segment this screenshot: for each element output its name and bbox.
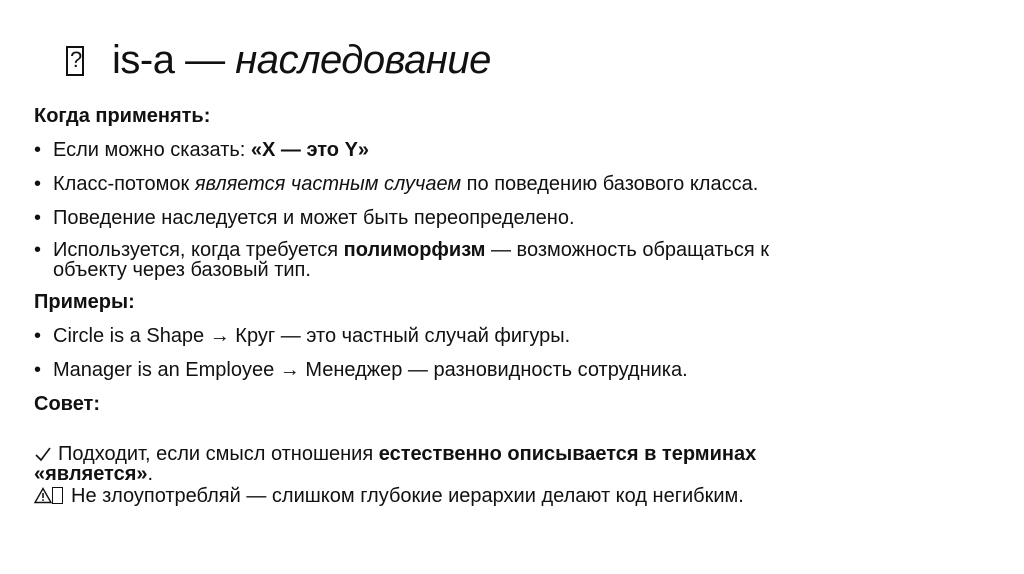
list-item: • Manager is an Employee → Менеджер — разновидность сотрудника. (34, 359, 688, 381)
tip-suitable: Подходит, если смысл отношения естественно описывается в терминах «является». (34, 443, 757, 485)
section-heading-when: Когда применять: (34, 105, 211, 127)
title-emphasis: наследование (235, 38, 491, 82)
missing-glyph-icon (52, 487, 63, 504)
list-item: • Поведение наследуется и может быть переопределено. (34, 207, 575, 229)
bullet-marker: • (34, 139, 42, 161)
bullet-marker: • (34, 359, 42, 381)
section-heading-examples: Примеры: (34, 291, 135, 313)
warning-icon (34, 487, 52, 504)
examples-list (34, 324, 984, 382)
bullet-marker: • (34, 173, 42, 195)
list-item: • Используется, когда требуется полиморфизм — возможность обращаться к объекту через базовый тип. (34, 239, 770, 281)
list-item: • Класс-потомок является частным случаем по поведению базового класса. (34, 173, 759, 195)
list-item: • Circle is a Shape → Круг — это частный случай фигуры. (34, 325, 571, 347)
bullet-marker: • (34, 239, 42, 261)
bullet-marker: • (34, 325, 42, 347)
tip-warning: Не злоупотребляй — слишком глубокие иерархии делают код негибким. (34, 484, 984, 508)
when-list (34, 138, 984, 280)
check-icon (34, 446, 52, 462)
title-prefix: is-a — (112, 38, 236, 82)
missing-glyph-icon (66, 46, 84, 76)
section-heading-advice: Совет: (34, 393, 101, 415)
list-item: • Если можно сказать: «X — это Y» (34, 139, 370, 161)
slide-body (34, 104, 984, 508)
bullet-marker: • (34, 207, 42, 229)
slide-title (66, 34, 491, 86)
